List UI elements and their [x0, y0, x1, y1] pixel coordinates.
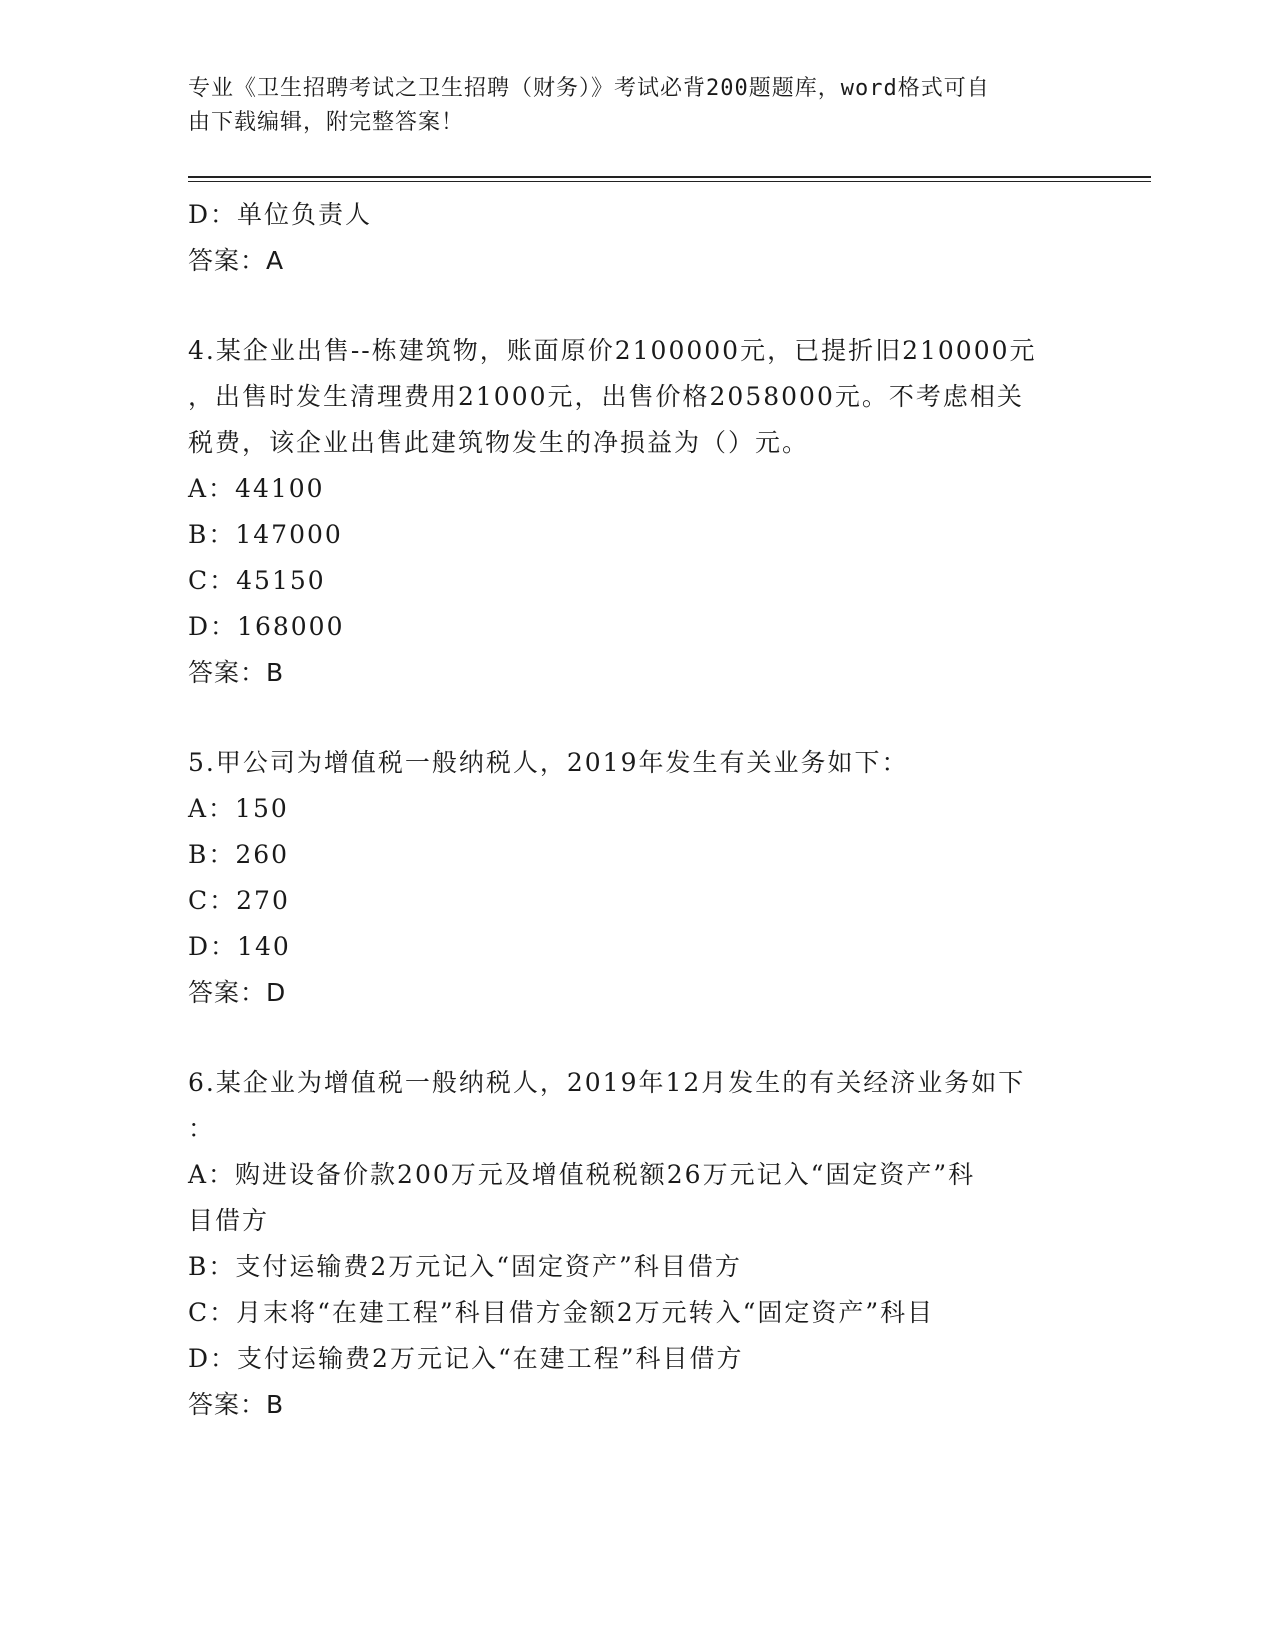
option-a: A：44100	[188, 474, 325, 503]
header-divider-thick	[188, 176, 1151, 178]
header-line-1: 专业《卫生招聘考试之卫生招聘（财务）》考试必背200题题库，word格式可自	[188, 76, 990, 101]
spacer	[188, 284, 1088, 328]
question-stem-line: ，出售时发生清理费用21000元，出售价格2058000元。不考虑相关	[188, 382, 1024, 411]
option-a-continued: 目借方	[188, 1206, 270, 1235]
question-stem-line: 4.某企业出售--栋建筑物，账面原价2100000元，已提折旧210000元	[188, 336, 1037, 365]
question-4	[188, 328, 1088, 696]
option-d: D：140	[188, 932, 291, 961]
answer-line: 答案：B	[188, 658, 285, 687]
question-stem-line: ：	[188, 1114, 216, 1143]
option-c: C：月末将“在建工程”科目借方金额2万元转入“固定资产”科目	[188, 1298, 935, 1327]
header-line-2: 由下载编辑，附完整答案！	[188, 110, 465, 135]
question-stem-line: 5.甲公司为增值税一般纳税人，2019年发生有关业务如下：	[188, 748, 909, 777]
question-stem-line: 税费，该企业出售此建筑物发生的净损益为（）元。	[188, 428, 810, 457]
answer-line: 答案：B	[188, 1390, 285, 1419]
option-a: A：150	[188, 794, 289, 823]
question-stem-line: 6.某企业为增值税一般纳税人，2019年12月发生的有关经济业务如下	[188, 1068, 1026, 1097]
answer-line: 答案：A	[188, 246, 285, 275]
option-d: D：支付运输费2万元记入“在建工程”科目借方	[188, 1344, 744, 1373]
option-b: B：260	[188, 840, 290, 869]
spacer	[188, 696, 1088, 740]
option-b: B：支付运输费2万元记入“固定资产”科目借方	[188, 1252, 742, 1281]
spacer	[188, 1016, 1088, 1060]
question-6	[188, 1060, 1088, 1428]
question-list	[188, 192, 1088, 1428]
header-divider-thin	[188, 181, 1151, 182]
option-d: D：168000	[188, 612, 345, 641]
option-a: A：购进设备价款200万元及增值税税额26万元记入“固定资产”科	[188, 1160, 976, 1189]
document-header	[188, 72, 1068, 140]
option-c: C：270	[188, 886, 290, 915]
option-b: B：147000	[188, 520, 343, 549]
option-d: D：单位负责人	[188, 200, 373, 229]
question-5	[188, 740, 1088, 1016]
question-3-tail	[188, 192, 1088, 284]
option-c: C：45150	[188, 566, 326, 595]
answer-line: 答案：D	[188, 978, 287, 1007]
